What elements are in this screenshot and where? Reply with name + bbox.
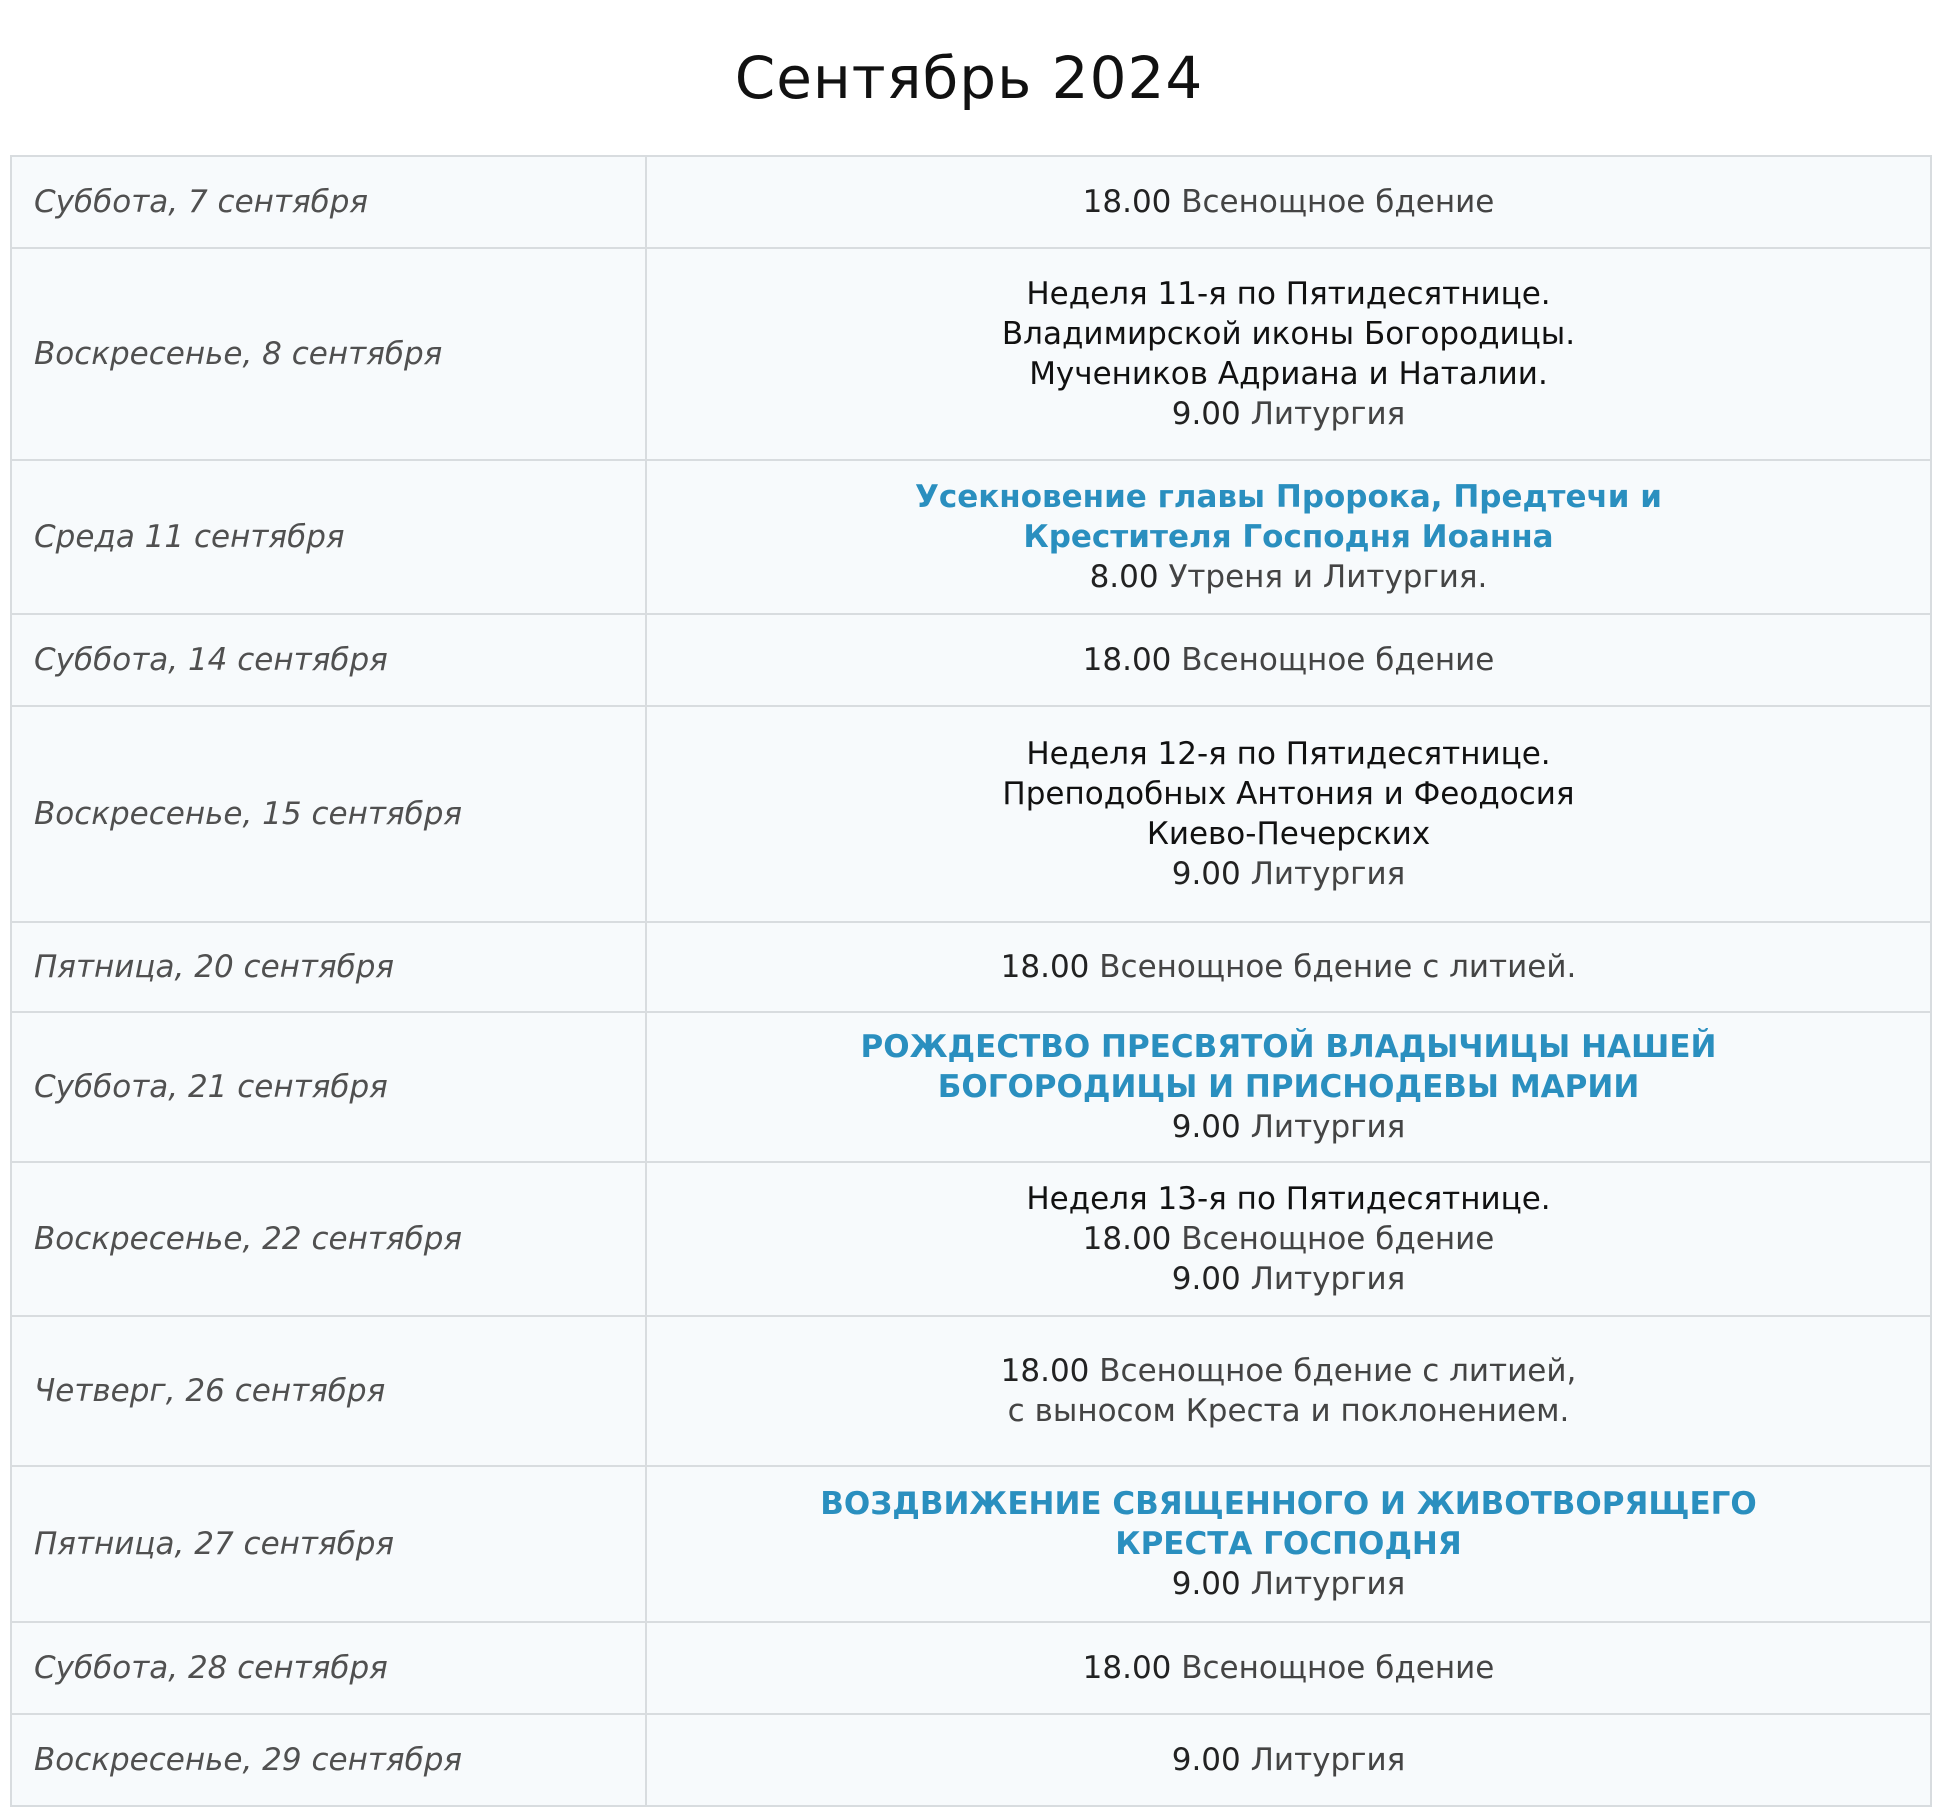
service-name: Всенощное бдение [1171,1221,1495,1257]
feast-title: Неделя 13-я по Пятидесятнице. [1026,1181,1551,1217]
service-time: 9.00 [1171,856,1241,892]
schedule-row [11,922,1931,1012]
service-cell [646,1466,1931,1622]
service-time: 18.00 [1000,1353,1090,1389]
date-label: Воскресенье, 22 сентября [34,1221,463,1257]
date-cell [11,1316,646,1466]
schedule-row [11,1316,1931,1466]
service-line [663,854,1914,894]
service-name: Всенощное бдение [1171,642,1495,678]
date-cell [11,706,646,922]
schedule-row [11,1622,1931,1714]
service-name: Всенощное бдение с литией. [1089,949,1577,985]
service-cell [646,248,1931,460]
service-line [663,394,1914,434]
service-cell [646,1622,1931,1714]
date-label: Среда 11 сентября [34,519,345,555]
feast-title: Киево-Печерских [1146,816,1431,852]
service-name: Литургия [1240,1109,1406,1145]
service-time: 9.00 [1171,1109,1241,1145]
date-cell [11,1622,646,1714]
service-name: Литургия [1240,856,1406,892]
schedule-table [10,155,1932,1807]
service-cell [646,1316,1931,1466]
service-time: 9.00 [1171,1261,1241,1297]
service-line [663,1107,1914,1147]
date-cell [11,922,646,1012]
date-cell [11,1714,646,1806]
service-name: Литургия [1240,1261,1406,1297]
service-cell [646,156,1931,248]
date-label: Воскресенье, 15 сентября [34,796,463,832]
date-label: Суббота, 14 сентября [34,642,388,678]
service-time: 18.00 [1082,1221,1172,1257]
service-cell [646,614,1931,706]
major-feast-title: Крестителя Господня Иоанна [1023,519,1554,555]
service-line [663,1740,1914,1780]
service-line [663,557,1914,597]
service-line [663,182,1914,222]
service-line [663,1564,1914,1604]
service-cell [646,706,1931,922]
service-time: 18.00 [1082,1650,1172,1686]
major-feast-title: ВОЗДВИЖЕНИЕ СВЯЩЕННОГО И ЖИВОТВОРЯЩЕГО [820,1486,1757,1522]
feast-title: Владимирской иконы Богородицы. [1001,316,1576,352]
service-time: 9.00 [1171,396,1241,432]
service-name: Всенощное бдение [1171,184,1495,220]
service-time: 18.00 [1082,642,1172,678]
major-feast-title: БОГОРОДИЦЫ И ПРИСНОДЕВЫ МАРИИ [937,1069,1640,1105]
service-time: 18.00 [1000,949,1090,985]
date-label: Пятница, 27 сентября [34,1526,395,1562]
schedule-row [11,460,1931,614]
service-cell [646,922,1931,1012]
service-name: с выносом Креста и поклонением. [1007,1393,1570,1429]
schedule-row [11,1466,1931,1622]
major-feast-title: РОЖДЕСТВО ПРЕСВЯТОЙ ВЛАДЫЧИЦЫ НАШЕЙ [860,1029,1717,1065]
schedule-row [11,1012,1931,1162]
feast-title: Неделя 12-я по Пятидесятнице. [1026,736,1551,772]
date-cell [11,614,646,706]
date-cell [11,156,646,248]
service-time: 9.00 [1171,1566,1241,1602]
feast-title: Преподобных Антония и Феодосия [1002,776,1575,812]
major-feast-title: КРЕСТА ГОСПОДНЯ [1115,1526,1462,1562]
date-label: Суббота, 7 сентября [34,184,369,220]
service-line [663,1648,1914,1688]
service-time: 18.00 [1082,184,1172,220]
schedule-row [11,156,1931,248]
service-name: Литургия [1240,1742,1406,1778]
date-label: Воскресенье, 8 сентября [34,336,443,372]
date-label: Суббота, 21 сентября [34,1069,388,1105]
service-cell [646,1162,1931,1316]
service-name: Литургия [1240,1566,1406,1602]
date-label: Четверг, 26 сентября [34,1373,386,1409]
service-line [663,1391,1914,1431]
schedule-row [11,1714,1931,1806]
service-cell [646,1714,1931,1806]
schedule-row [11,1162,1931,1316]
service-line [663,1259,1914,1299]
service-line [663,1219,1914,1259]
feast-title: Мучеников Адриана и Наталии. [1029,356,1548,392]
service-time: 8.00 [1089,559,1159,595]
service-time: 9.00 [1171,1742,1241,1778]
feast-title: Неделя 11-я по Пятидесятнице. [1026,276,1551,312]
schedule-row [11,706,1931,922]
page-title: Сентябрь 2024 [734,44,1204,112]
date-cell [11,1466,646,1622]
date-cell [11,248,646,460]
schedule-row [11,248,1931,460]
date-cell [11,1162,646,1316]
date-label: Воскресенье, 29 сентября [34,1742,463,1778]
schedule-row [11,614,1931,706]
date-label: Пятница, 20 сентября [34,949,395,985]
date-label: Суббота, 28 сентября [34,1650,388,1686]
service-cell [646,460,1931,614]
service-line [663,947,1914,987]
date-cell [11,1012,646,1162]
service-cell [646,1012,1931,1162]
service-line [663,1351,1914,1391]
service-line [663,640,1914,680]
service-name: Утреня и Литургия. [1158,559,1488,595]
schedule-body [11,156,1931,1806]
service-name: Всенощное бдение [1171,1650,1495,1686]
service-name: Литургия [1240,396,1406,432]
major-feast-title: Усекновение главы Пророка, Предтечи и [914,479,1663,515]
service-name: Всенощное бдение с литией, [1089,1353,1577,1389]
date-cell [11,460,646,614]
